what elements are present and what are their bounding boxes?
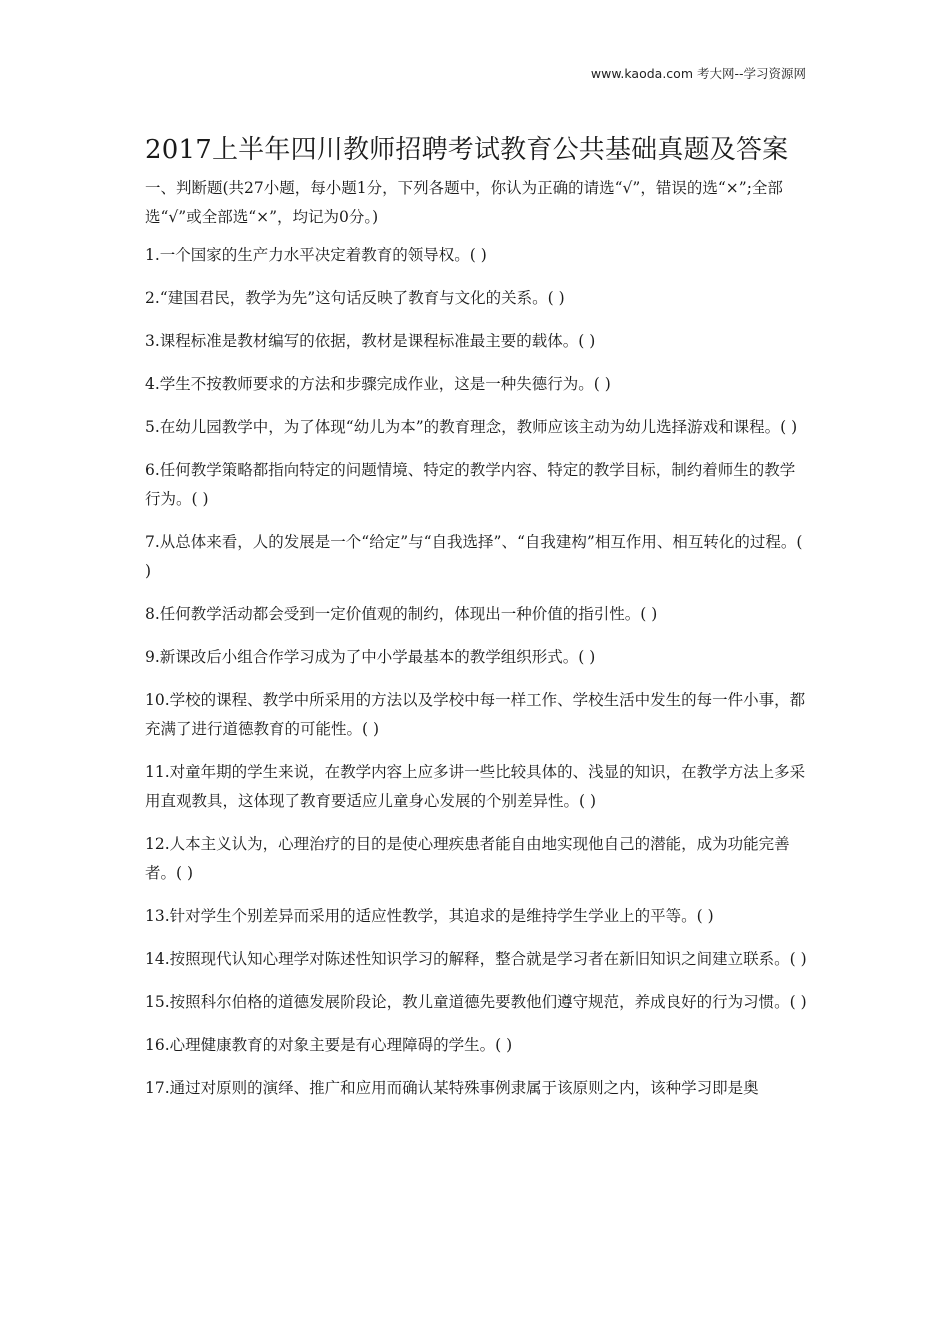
- document-body: [145, 128, 807, 1117]
- section-heading: 一、判断题(共27小题，每小题1分，下列各题中，你认为正确的请选“√”，错误的选“×”;全部选“√”或全部选“×”，均记为0分。): [145, 179, 783, 226]
- question-item: 6.任何教学策略都指向特定的问题情境、特定的教学内容、特定的教学目标，制约着师生的教学行为。( ): [145, 461, 796, 508]
- question-item: 11.对童年期的学生来说，在教学内容上应多讲一些比较具体的、浅显的知识，在教学方法上多采用直观教具，这体现了教育要适应儿童身心发展的个别差异性。( ): [145, 763, 806, 810]
- question-item: 17.通过对原则的演绎、推广和应用而确认某特殊事例隶属于该原则之内，该种学习即是奥: [145, 1079, 759, 1097]
- question-item: 9.新课改后小组合作学习成为了中小学最基本的教学组织形式。( ): [145, 648, 596, 666]
- question-item: 7.从总体来看，人的发展是一个“给定”与“自我选择”、“自我建构”相互作用、相互转化的过程。( ): [145, 533, 803, 580]
- question-item: 12.人本主义认为，心理治疗的目的是使心理疾患者能自由地实现他自己的潜能，成为功能完善者。( ): [145, 835, 790, 882]
- question-item: 1.一个国家的生产力水平决定着教育的领导权。( ): [145, 246, 487, 264]
- question-item: 2.“建国君民，教学为先”这句话反映了教育与文化的关系。( ): [145, 289, 565, 307]
- question-item: 4.学生不按教师要求的方法和步骤完成作业，这是一种失德行为。( ): [145, 375, 611, 393]
- question-item: 10.学校的课程、教学中所采用的方法以及学校中每一样工作、学校生活中发生的每一件小事，都充满了进行道德教育的可能性。( ): [145, 691, 806, 738]
- question-item: 14.按照现代认知心理学对陈述性知识学习的解释，整合就是学习者在新旧知识之间建立联系。( ): [145, 950, 807, 968]
- question-item: 5.在幼儿园教学中，为了体现“幼儿为本”的教育理念，教师应该主动为幼儿选择游戏和课程。( ): [145, 418, 798, 436]
- question-item: 16.心理健康教育的对象主要是有心理障碍的学生。( ): [145, 1036, 513, 1054]
- page-title: 2017上半年四川教师招聘考试教育公共基础真题及答案: [145, 135, 789, 165]
- question-list: [145, 241, 807, 1103]
- question-item: 3.课程标准是教材编写的依据，教材是课程标准最主要的载体。( ): [145, 332, 596, 350]
- question-item: 8.任何教学活动都会受到一定价值观的制约，体现出一种价值的指引性。( ): [145, 605, 658, 623]
- question-item: 15.按照科尔伯格的道德发展阶段论，教儿童道德先要教他们遵守规范，养成良好的行为习惯。( ): [145, 993, 807, 1011]
- question-item: 13.针对学生个别差异而采用的适应性教学，其追求的是维持学生学业上的平等。( ): [145, 907, 714, 925]
- site-header: www.kaoda.com 考大网--学习资源网: [590, 66, 806, 81]
